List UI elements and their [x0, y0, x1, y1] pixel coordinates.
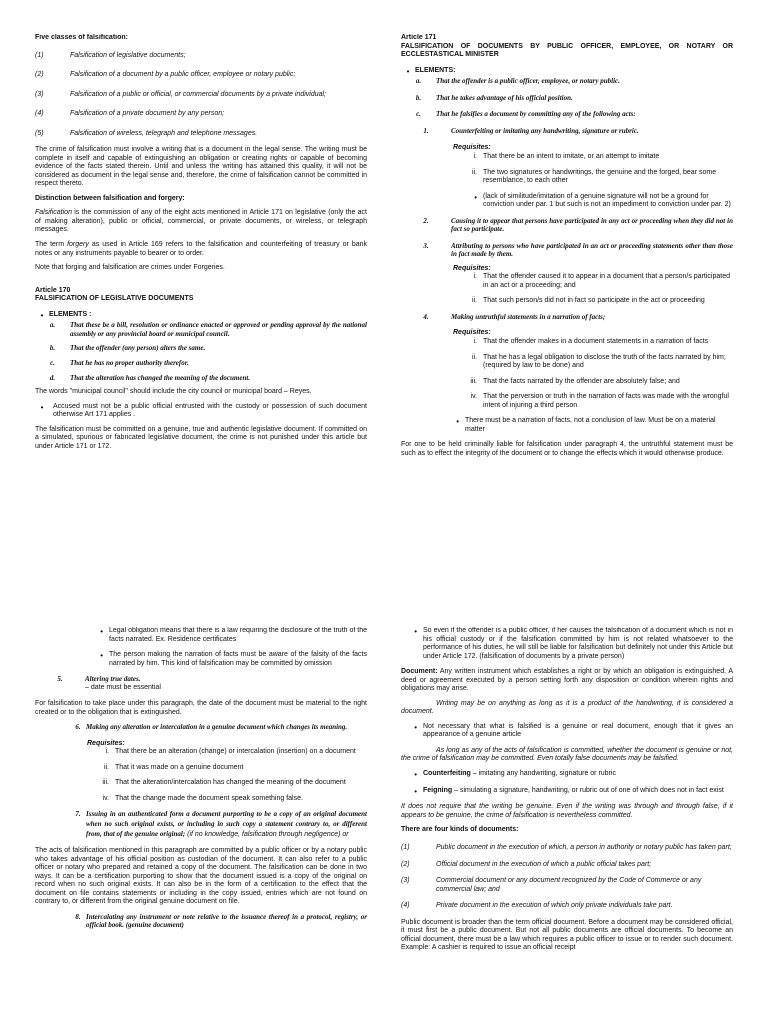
- paragraph: The acts of falsification mentioned in this paragraph are committed by a public officer or by a notary public who takes advantage of his official position as custodian of the document. It can also refer to a public officer or notary who prepared and retained a copy of the document. The falsification can be done in two ways. It can be a certification purporting to show that the document issued is a copy of the original on record when no such original exists. It can also be in the form of a certification to the effect that the document on file contains statements or including in the copy issued, entries which are not found on contrary to, or different from the original genuine document on file.: [35, 847, 367, 906]
- list-item: iv. That the perversion or truth in the narration of facts was made with the wrongful intent of injuring a third person: [470, 393, 729, 409]
- column-top-right: [401, 34, 733, 534]
- list-item: a. That the offender is a public officer, employee, or notary public.: [415, 77, 620, 86]
- list-item: • Accused must not be a public official entrusted with the custody or possession of such document otherwise Art 171 applies .: [35, 403, 367, 420]
- list-item: ii. The two signatures or handwritings, the genuine and the forged, bear some resemblance, to each other: [471, 168, 717, 185]
- list-item: (1) Public document in the execution of which, a person in authority or notary public has taken part;: [401, 844, 732, 851]
- requisites-block: Requisites: i. That there be an intent to imitate, or an attempt to imitate ii. The two signatures or handwritings, the genuine and the forged, bear some resemblance, to each other • (lack of similitude/imitation of a genuine signature will not be a ground for conviction under par. 1 but such is not an impediment to conviction under par. 2): [453, 144, 733, 209]
- list-item: b. That he takes advantage of his official position.: [415, 93, 573, 102]
- list-item: c. That he falsifies a document by committing any of the following acts:: [416, 110, 636, 119]
- column-bottom-left: [35, 627, 367, 1024]
- list-item: 4. Making untruthful statements in a narration of facts;: [423, 312, 606, 321]
- bullet-icon: •: [406, 66, 410, 76]
- bullet-icon: •: [456, 417, 459, 427]
- bullet-icon: •: [414, 627, 417, 636]
- list-item: iii. That the alteration/intercalation has changed the meaning of the document: [102, 779, 346, 787]
- list-item: 8. Intercalating any instrument or note relative to the issuance thereof in a protocol, registry, or official book. (genuine document): [75, 912, 367, 930]
- list-item: 2. Causing it to appear that persons have participated in any act or proceeding when they did not in fact so participate.: [423, 216, 733, 234]
- bullet-icon: •: [414, 722, 417, 732]
- requisites-block: Requisites: i. That the offender makes in a document statements in a narration of facts ii. That he has a legal obligation to disclose the truth of the facts narrated by him; (required by law to be done) and iii. That the facts narrated by the offender are absolutely false; and iv. That the perversion or truth in the narration of facts was made with the wrongful intent of injuring a third person: [453, 329, 733, 410]
- kinds-heading: There are four kinds of documents:: [401, 826, 519, 834]
- paragraph: The words "municipal council" should include the city council or municipal board – Reyes.: [35, 388, 312, 396]
- list-item: • Counterfeiting – imitating any handwriting, signature or rubric: [401, 770, 733, 780]
- paragraph: It does not require that the writing be genuine. Even if the writing was through and through false, if it appears to be genuine, the crime of falsification is nevertheless committed.: [401, 803, 733, 819]
- paragraph: Writing may be on anything as long as it is a product of the handwriting, it is considered a document.: [401, 699, 733, 716]
- paragraph: Note that forging and falsification are crimes under Forgeries.: [35, 264, 225, 272]
- list-item: ii. That he has a legal obligation to disclose the truth of the facts narrated by him; (required by law to be done) and: [471, 353, 726, 370]
- paragraph: As long as any of the acts of falsification is committed, whether the document is genuine or not, the crime of falsification may be committed. Even totally false documents may be falsified.: [401, 746, 733, 763]
- list-item: 1. Counterfeiting or imitating any handwriting, signature or rubric.: [423, 126, 639, 135]
- list-item: 3. Attributing to persons who have participated in an act or proceeding statements other than those in fact made by them.: [423, 241, 733, 259]
- paragraph: Falsification is the commission of any of the eight acts mentioned in Article 171 on legislative (only the act of making alteration), public or official, commercial, or private documents, or wireless, or telegraph messages.: [35, 209, 367, 234]
- article-171-number: Article 171: [401, 34, 437, 41]
- requisites-block: Requisites: i. That there be an alteration (change) or intercalation (insertion) on a document ii. That it was made on a genuine document iii. That the alteration/intercalation has changed the meaning of the document iv. That the change made the document speak something false.: [87, 740, 367, 804]
- bullet-icon: •: [100, 627, 103, 636]
- bullet-icon: •: [414, 769, 417, 779]
- list-item: iii. That the facts narrated by the offender are absolutely false; and: [470, 377, 680, 385]
- list-item: c. That he has no proper authority therefor.: [50, 358, 189, 367]
- paragraph: – date must be essential: [85, 683, 161, 691]
- classes-heading: Five classes of falsification:: [35, 34, 128, 41]
- list-item: (2) Official document in the execution of which a public official takes part;: [401, 860, 652, 868]
- list-item: • Feigning – simulating a signature, handwriting, or rubric out of one of which does not in fact exist: [401, 787, 733, 797]
- paragraph: For falsification to take place under this paragraph, the date of the document must be material to the right created or to the obligation that is extinguished.: [35, 700, 367, 716]
- list-item: 7. Issuing in an authenticated form a document purporting to be a copy of an original document when no such original exists, or including in such copy a statement contrary to, or different from, that of the genuine original; (if no knowledge, falsification through negligence) or: [75, 810, 367, 838]
- list-item: • Not necessary that what is falsified is a genuine or real document, enough that it gives an appearance of a genuine article: [401, 723, 733, 740]
- bullet-icon: •: [100, 651, 103, 661]
- classes-list: [35, 52, 367, 139]
- list-item: i. That the offender makes in a document statements in a narration of facts: [473, 337, 709, 345]
- column-top-left: [35, 34, 367, 504]
- list-item: • So even if the offender is a public officer, if her causes the falsification of a document which is not in his official custody or if the falsification committed by him is not related whatsoever to the performance of his duties, he will still be liable for falsification but definitely not under this Article but under Article 172. (falsification of documents by a private person): [401, 627, 733, 661]
- article-170-number: Article 170: [35, 286, 71, 294]
- bullet-icon: •: [40, 310, 44, 320]
- requisites-block: Requisites: i. That the offender caused it to appear in a document that a person/s participated in an act or a proceeding; and ii. That such person/s did not in fact so participate in the act or proceeding: [453, 265, 733, 306]
- list-item: d. That the alteration has changed the meaning of the document.: [49, 373, 251, 382]
- paragraph: The crime of falsification must involve a writing that is a document in the legal sense. The writing must be complete in itself and capable of extinguishing an obligation or creating rights or capable of becoming evidence of the facts stated therein. Until and unless the writing has attained this quality, it will not be considered as document in the legal sense and, therefore, the crime of falsification cannot be committed in respect thereto.: [35, 146, 367, 188]
- list-item: 6. Making any alteration or intercalation in a genuine document which changes its meaning.: [75, 723, 348, 732]
- paragraph: Public document is broader than the term official document. Before a document may be considered official, it must first be a public document. But not all public documents are official documents. To become an official document, there must be a law which requires a public officer to issue or to render such document. Example: A cashier is required to issue an official receipt: [401, 918, 733, 952]
- paragraph: The term forgery as used in Article 169 refers to the falsification and counterfeiting of treasury or bank notes or any instruments payable to bearer or to order.: [35, 240, 367, 257]
- list-item: i. That the offender caused it to appear in a document that a person/s participated in an act or a proceeding; and: [473, 273, 730, 289]
- list-item: • The person making the narration of facts must be aware of the falsity of the facts narrated by him. This kind of falsification may be committed by omission: [85, 651, 367, 668]
- list-item: i. That there be an alteration (change) or intercalation (insertion) on a document: [105, 748, 356, 756]
- article-171-title: FALSIFICATION OF DOCUMENTS BY PUBLIC OFFICER, EMPLOYEE, OR NOTARY OR ECCLESTASTICAL MINISTER: [401, 42, 733, 59]
- bullet-icon: •: [40, 402, 44, 412]
- list-item: ii. That such person/s did not in fact so participate in the act or proceeding: [471, 297, 705, 305]
- list-item: (4) Falsification of a private document by any person;: [35, 110, 225, 118]
- elements-heading: • ELEMENTS:: [401, 67, 733, 77]
- elements-heading: • ELEMENTS :: [35, 311, 367, 321]
- list-item: • (lack of similitude/imitation of a genuine signature will not be a ground for conviction under par. 1 but such is not an impediment to conviction under par. 2): [474, 192, 731, 209]
- list-item: i. That there be an intent to imitate, or an attempt to imitate: [473, 153, 660, 160]
- bullet-icon: •: [414, 786, 417, 796]
- distinction-heading: Distinction between falsification and forgery:: [35, 194, 185, 202]
- list-item: (1) Falsification of legislative documents;: [35, 51, 186, 59]
- list-item: (3) Falsification of a public or official, or commercial documents by a private individual;: [35, 90, 327, 98]
- paragraph: Document: Any written instrument which establishes a right or by which an obligation is extinguished. A deed or agreement executed by a person setting forth any disposition or condition wherein rights and obligations may arise.: [401, 668, 733, 693]
- list-item: • Legal obligation means that there is a law requiring the disclosure of the truth of the facts narrated. Ex. Residence certificates: [85, 627, 367, 644]
- list-item: (3) Commercial document or any document recognized by the Code of Commerce or any commercial law; and: [401, 877, 702, 893]
- list-item: a. That these be a bill, resolution or ordinance enacted or approved or pending approval by the national assembly or any provincial board or municipal council.: [49, 321, 367, 338]
- list-item: 5. Altering true dates.: [57, 675, 141, 684]
- list-item: (5) Falsification of wireless, telegraph and telephone messages.: [35, 129, 258, 137]
- list-item: • There must be a narration of facts, not a conclusion of law. Must be on a material matter: [445, 417, 733, 434]
- list-item: iv. That the change made the document speak something false.: [102, 794, 303, 802]
- article-170-title: FALSIFICATION OF LEGISLATIVE DOCUMENTS: [35, 295, 194, 303]
- list-item: b. That the offender (any person) alters the same.: [49, 344, 206, 353]
- column-bottom-right: [401, 627, 733, 1024]
- paragraph: For one to be held criminally liable for falsification under paragraph 4, the untruthful statement must be such as to effect the integrity of the document or to change the effects which it would otherwise produce.: [401, 441, 733, 457]
- list-item: (4) Private document in the execution of which only private individuals take part.: [401, 902, 673, 910]
- paragraph: The falsification must be committed on a genuine, true and authentic legislative document. If committed on a simulated, spurious or fabricated legislative document, the crime is not punished under this article but under Article 171 or 172.: [35, 425, 367, 450]
- list-item: (2) Falsification of a document by a public officer, employee or notary public;: [35, 71, 296, 79]
- list-item: ii. That it was made on a genuine document: [103, 763, 244, 771]
